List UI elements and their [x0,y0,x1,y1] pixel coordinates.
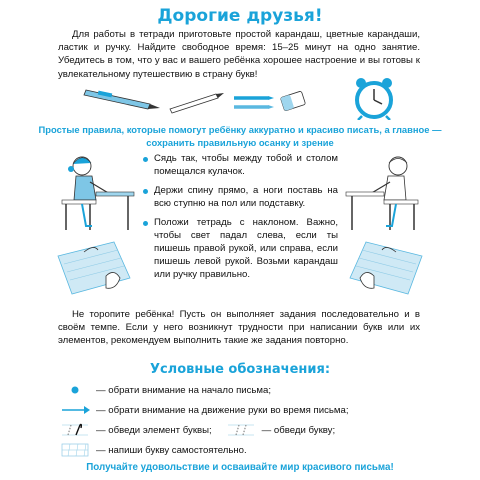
legend-text: — обрати внимание на начало письма; [96,384,272,396]
rule-text: Сядь так, чтобы между тобой и столом помещался кулачок. [154,153,338,177]
footer-slogan: Получайте удовольствие и осваивайте мир красивого письма! [86,462,394,473]
write-grid-icon [58,442,92,458]
legend-row-trace-element [58,420,428,440]
rules-list [140,152,338,287]
trace-letter-icon [224,422,258,438]
rule-item [140,152,338,178]
rule-item [140,184,338,210]
boy-writing-illustration [344,152,424,234]
legend-text: — обведи букву; [261,424,336,436]
legend-row-direction [58,400,428,420]
rule-item [140,216,338,281]
colored-pencils-icon [234,96,274,109]
legend-text: — напиши букву самостоятельно. [96,444,247,456]
legend-row-write [58,440,428,460]
legend-text: — обрати внимание на движение руки во время письма; [96,404,349,416]
girl-writing-illustration [56,152,136,234]
bullet-dot-icon [143,189,148,194]
alarm-clock-icon [356,78,392,120]
rule-text: Положи тетрадь с наклоном. Важно, чтобы свет падал слева, если ты пишешь правой рукой, или справа, если пишешь левой рукой. Возьми карандаш или ручку правильно. [154,217,338,280]
outro-paragraph: Не торопите ребёнка! Пусть он выполняет задания последовательно и в своём темпе. Если у него возникнут трудности при написании букв или их элементов, рекомендуем выполнить такие же задания повторно. [58,309,420,347]
rules-heading: Простые правила, которые помогут ребёнку аккуратно и красиво писать, а главное — сохранить правильную осанку и зрение [38,124,442,148]
rule-text: Держи спину прямо, а ноги поставь на всю ступню на пол или подставку. [154,185,338,209]
page-title: Дорогие друзья! [157,6,323,26]
bullet-dot-icon [143,157,148,162]
legend-title: Условные обозначения: [149,362,331,377]
direction-arrow-icon [58,402,92,418]
legend-list [58,380,428,460]
start-dot-icon [58,382,92,398]
notebook-left-hand-illustration [54,238,134,302]
trace-element-icon [58,422,92,438]
intro-paragraph: Для работы в тетради приготовьте простой карандаш, цветные карандаши, ластик и ручку. Найдите свободное время: 15–25 минут на одно занятие. Убедитесь в том, что у вас и вашего ребёнка хорошее настроение и вы готовы к увлекательному путешествию в страну букв! [58,29,420,80]
notebook-right-hand-illustration [346,238,426,302]
supplies-illustration [78,76,418,120]
legend-text: — обведи элемент буквы; [96,424,212,436]
pencil-icon [170,93,224,113]
bullet-dot-icon [143,221,148,226]
legend-row-start [58,380,428,400]
eraser-icon [280,91,305,111]
pen-icon [84,90,160,109]
